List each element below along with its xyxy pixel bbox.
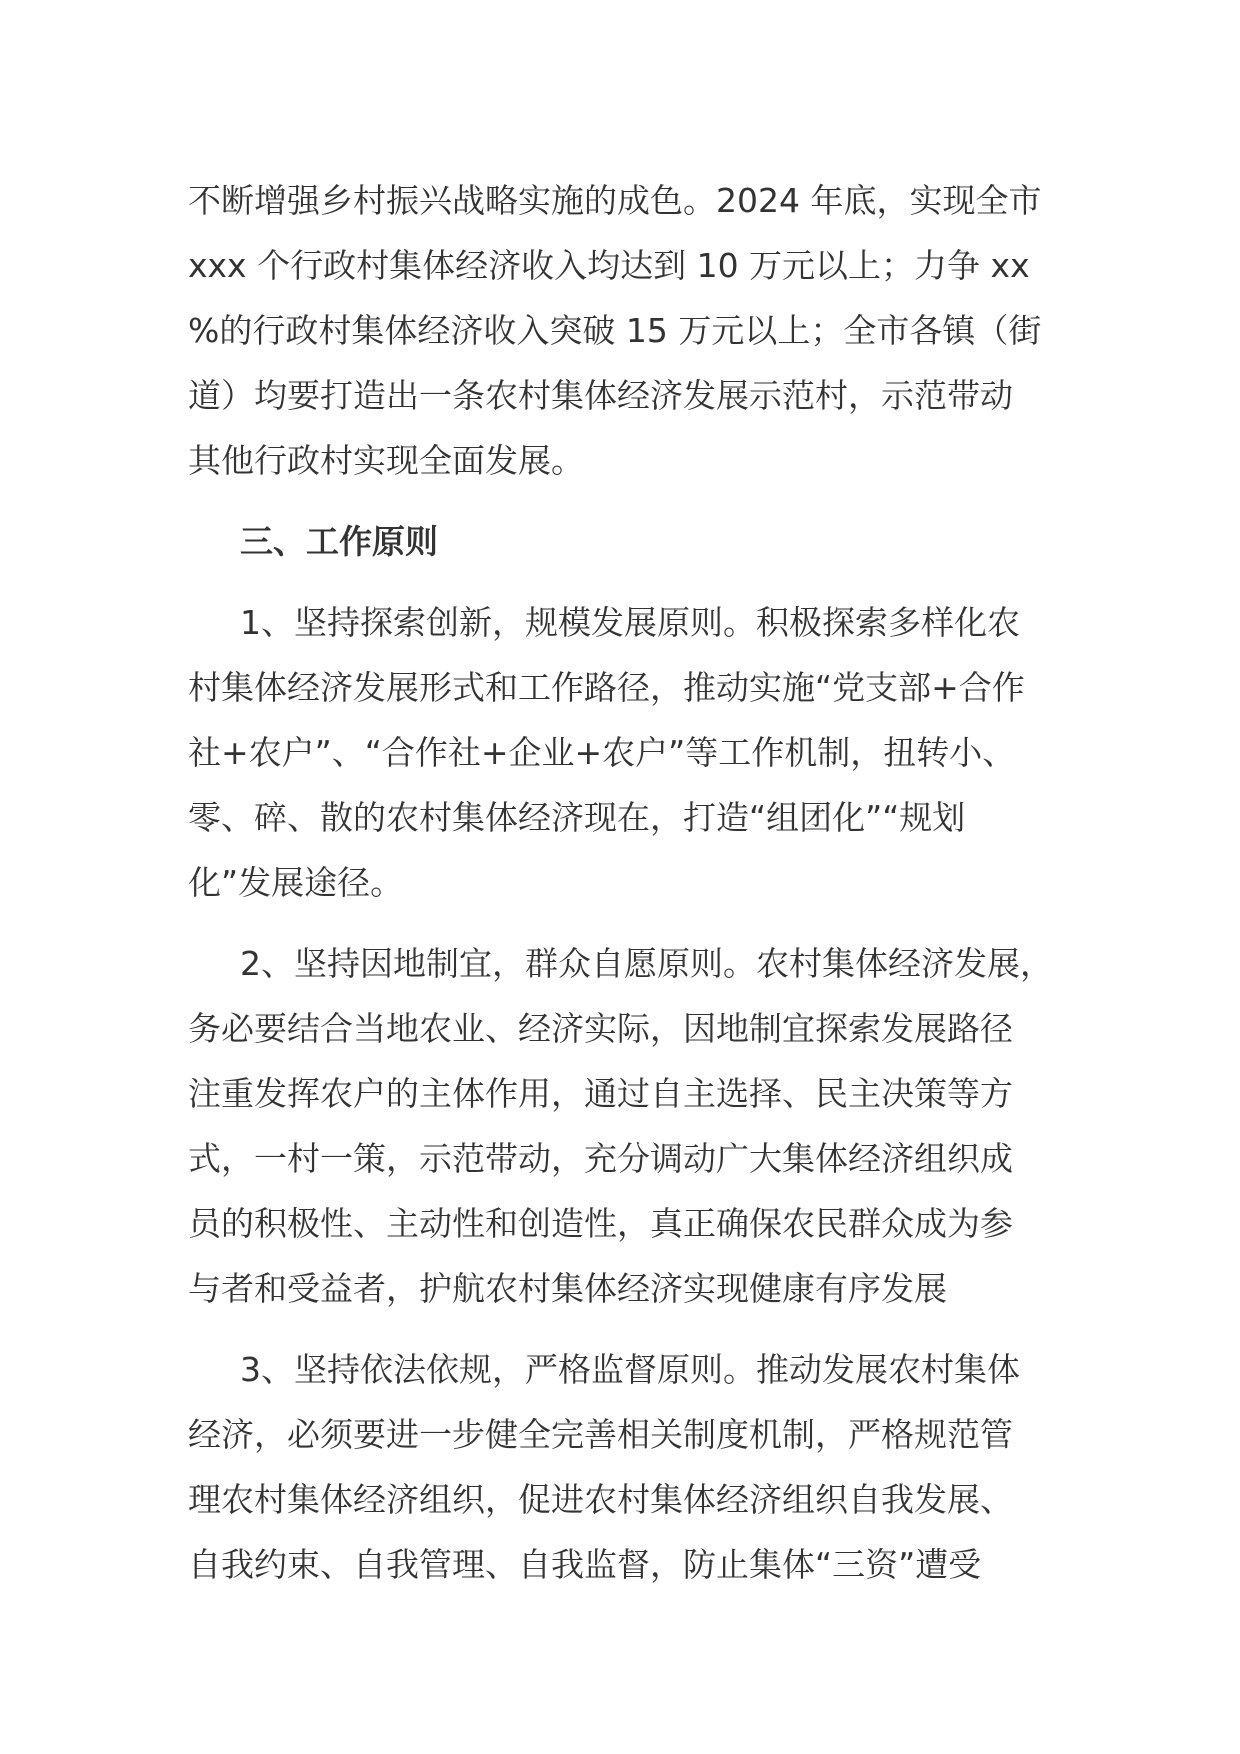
text-line: 村集体经济发展形式和工作路径，推动实施“党支部+合作 (188, 668, 1025, 707)
text-line: 自我约束、自我管理、自我监督，防止集体“三资”遭受 (188, 1545, 982, 1584)
text-line: 注重发挥农户的主体作用，通过自主选择、民主决策等方 (188, 1074, 1013, 1113)
text-line: 务必要结合当地农业、经济实际，因地制宜探索发展路径 (188, 1009, 1013, 1048)
text-line: 理农村集体经济组织，促进农村集体经济组织自我发展、 (188, 1480, 1013, 1519)
text-line: %的行政村集体经济收入突破 15 万元以上；全市各镇（街 (188, 311, 1042, 350)
text-line: 化”发展途径。 (188, 863, 404, 902)
text-line: 其他行政村实现全面发展。 (188, 441, 584, 480)
text-line: 零、碎、散的农村集体经济现在，打造“组团化”“规划 (188, 798, 966, 837)
paragraph-goals (188, 168, 1088, 493)
text-line: 道）均要打造出一条农村集体经济发展示范村，示范带动 (188, 376, 1013, 415)
text-line: 3、坚持依法依规，严格监督原则。推动发展农村集体 (240, 1350, 1020, 1389)
text-line: 不断增强乡村振兴战略实施的成色。2024 年底，实现全市 (188, 181, 1042, 220)
section-heading: 三、工作原则 (240, 522, 438, 561)
paragraph-principle-1 (188, 590, 1088, 915)
text-line: 2、坚持因地制宜，群众自愿原则。农村集体经济发展， (240, 944, 1053, 983)
text-line: 经济，必须要进一步健全完善相关制度机制，严格规范管 (188, 1415, 1013, 1454)
text-line: 1、坚持探索创新，规模发展原则。积极探索多样化农 (240, 603, 1020, 642)
paragraph-principle-2 (188, 931, 1088, 1321)
paragraph-principle-3 (188, 1337, 1088, 1597)
section-heading-work-principles (188, 509, 1088, 574)
text-line: 员的积极性、主动性和创造性，真正确保农民群众成为参 (188, 1204, 1013, 1243)
document-body (188, 168, 1088, 1597)
text-line: 社+农户”、“合作社+企业+农户”等工作机制，扭转小、 (188, 733, 1016, 772)
text-line: 式，一村一策，示范带动，充分调动广大集体经济组织成 (188, 1139, 1013, 1178)
text-line: 与者和受益者，护航农村集体经济实现健康有序发展 (188, 1269, 947, 1308)
text-line: xxx 个行政村集体经济收入均达到 10 万元以上；力争 xx (188, 246, 1030, 285)
